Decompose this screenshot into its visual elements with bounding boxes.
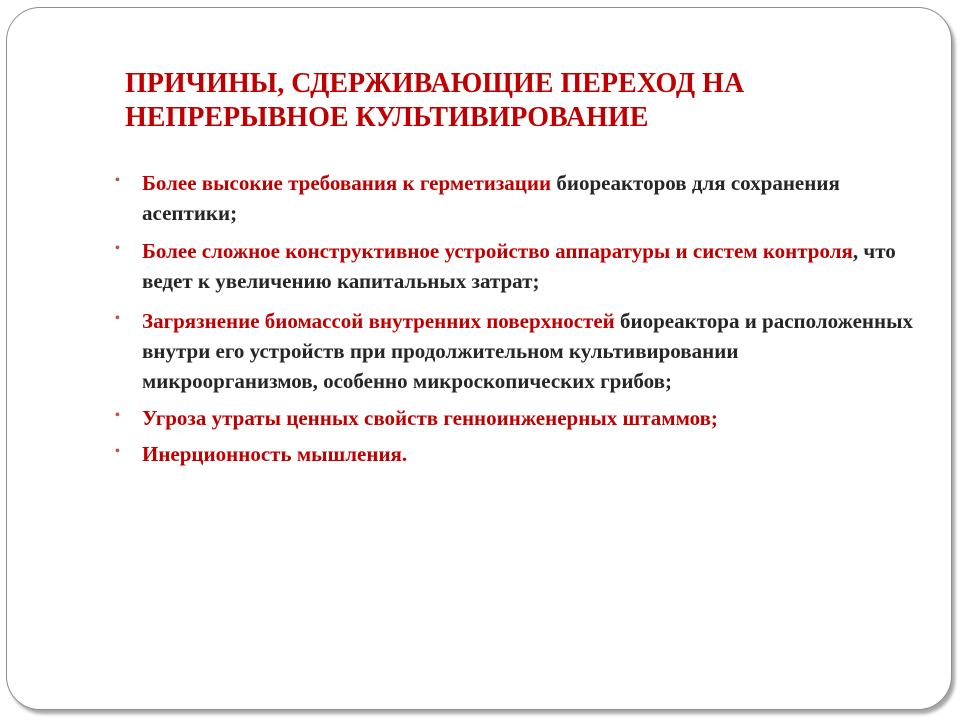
bullet-icon: • [115, 444, 120, 459]
item-text: , что ведет к увеличению капитальных затрат; [142, 239, 896, 293]
list-item [115, 439, 915, 469]
list-item [115, 236, 915, 296]
item-emphasis: Угроза утраты ценных свойств генноинженерных штаммов; [142, 406, 718, 430]
bullet-icon: • [115, 241, 120, 256]
bullet-icon: • [115, 311, 120, 326]
item-text: биореакторов для сохранения асептики; [142, 171, 840, 225]
item-emphasis: Инерционность мышления. [142, 442, 408, 466]
slide-title: ПРИЧИНЫ, СДЕРЖИВАЮЩИЕ ПЕРЕХОД НА НЕПРЕРЫВНОЕ КУЛЬТИВИРОВАНИЕ [125, 68, 745, 133]
item-emphasis: Загрязнение биомассой внутренних поверхностей [142, 309, 615, 333]
item-text: биореактора и расположенных внутри его устройств при продолжительном культивировании микроорганизмов, особенно микроскопических грибов; [142, 309, 913, 393]
item-emphasis: Более сложное конструктивное устройство аппаратуры и систем контроля [142, 239, 853, 263]
list-item [115, 403, 915, 433]
list-item [115, 306, 915, 396]
bullet-icon: • [115, 408, 120, 423]
list-item [115, 168, 915, 228]
item-emphasis: Более высокие требования к герметизации [142, 171, 552, 195]
bullet-icon: • [115, 173, 120, 188]
bullet-list [115, 168, 915, 469]
slide-frame [6, 7, 952, 710]
